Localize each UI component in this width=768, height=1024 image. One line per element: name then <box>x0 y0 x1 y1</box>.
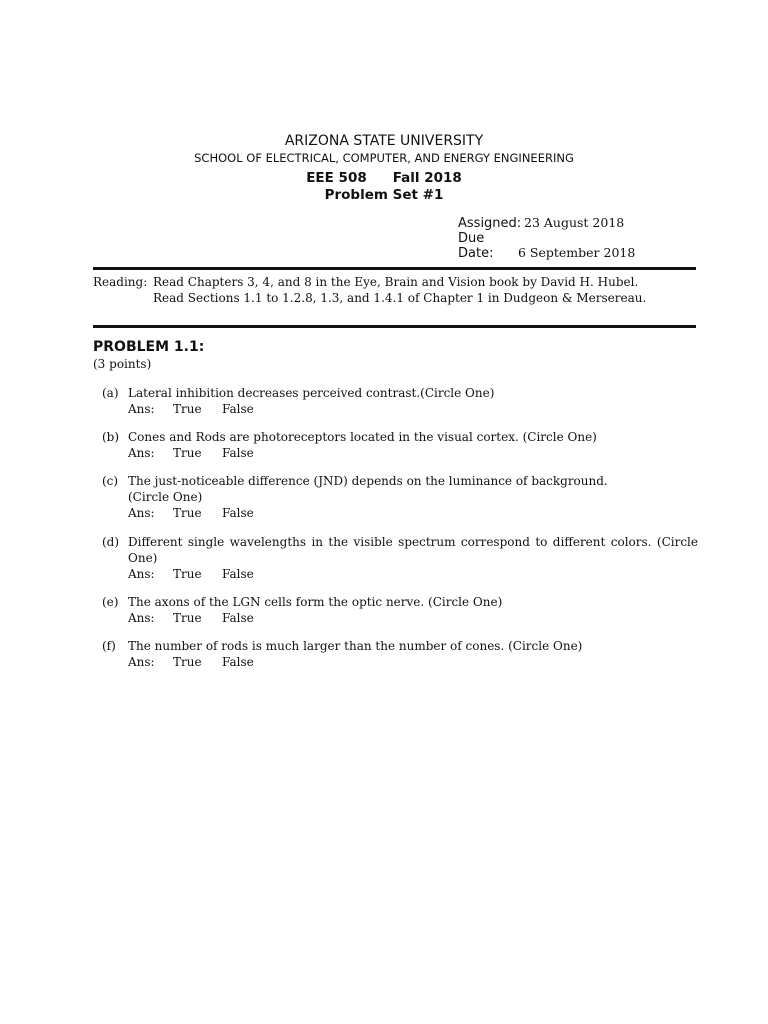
answer-label: Ans: <box>128 567 155 581</box>
assigned-date <box>458 215 624 231</box>
question-text: The number of rods is much larger than the number of cones. (Circle One) <box>128 639 583 653</box>
question-letter: (a) <box>102 386 119 400</box>
answer-false: False <box>222 402 254 416</box>
due-value: 6 September 2018 <box>518 245 636 260</box>
problem-title: PROBLEM 1.1: <box>93 339 205 355</box>
top-divider <box>93 267 696 270</box>
answer-row <box>128 445 698 461</box>
problem-points: (3 points) <box>93 357 152 371</box>
answer-label: Ans: <box>128 655 155 669</box>
answer-true: True <box>173 506 202 520</box>
answer-false: False <box>222 506 254 520</box>
answer-label: Ans: <box>128 611 155 625</box>
reading-label: Reading: <box>93 275 148 289</box>
answer-row <box>128 401 698 417</box>
question-letter: (d) <box>102 535 120 549</box>
due-date <box>458 231 635 261</box>
answer-row <box>128 566 698 582</box>
course-code: EEE 508 <box>306 170 367 186</box>
question-text: The axons of the LGN cells form the optic nerve. (Circle One) <box>128 595 503 609</box>
answer-true: True <box>173 611 202 625</box>
question-letter: (f) <box>102 639 116 653</box>
question-d <box>93 534 698 582</box>
answer-row <box>128 654 698 670</box>
question-letter: (c) <box>102 474 119 488</box>
problem-set-title: Problem Set #1 <box>324 187 444 203</box>
question-e <box>93 594 698 626</box>
assigned-label: Assigned: <box>458 216 522 231</box>
answer-true: True <box>173 567 202 581</box>
assigned-value: 23 August 2018 <box>524 215 625 230</box>
question-c <box>93 473 698 521</box>
question-letter: (b) <box>102 430 120 444</box>
answer-false: False <box>222 567 254 581</box>
university-name: ARIZONA STATE UNIVERSITY <box>284 133 484 149</box>
school-name: SCHOOL OF ELECTRICAL, COMPUTER, AND ENERGY ENGINEERING <box>194 151 574 165</box>
question-text: The just-noticeable difference (JND) depends on the luminance of background. (Circle One) <box>128 474 608 504</box>
answer-true: True <box>173 655 202 669</box>
course-line <box>0 170 768 186</box>
answer-row <box>128 505 698 521</box>
answer-true: True <box>173 402 202 416</box>
reading-text-1: Read Chapters 3, 4, and 8 in the Eye, Brain and Vision book by David H. Hubel. <box>153 275 639 289</box>
question-a <box>93 385 698 417</box>
question-b <box>93 429 698 461</box>
question-text: Different single wavelengths in the visible spectrum correspond to different colors. (Circle One) <box>128 535 698 565</box>
answer-false: False <box>222 655 254 669</box>
due-label: Due Date: <box>458 231 494 261</box>
reading-line-1 <box>93 275 638 289</box>
answer-false: False <box>222 611 254 625</box>
answer-row <box>128 610 698 626</box>
bottom-divider <box>93 325 696 328</box>
answer-label: Ans: <box>128 446 155 460</box>
answer-label: Ans: <box>128 506 155 520</box>
answer-label: Ans: <box>128 402 155 416</box>
question-f <box>93 638 698 670</box>
question-text: Cones and Rods are photoreceptors located in the visual cortex. (Circle One) <box>128 430 597 444</box>
question-letter: (e) <box>102 595 119 609</box>
question-text: Lateral inhibition decreases perceived contrast.(Circle One) <box>128 386 495 400</box>
answer-true: True <box>173 446 202 460</box>
reading-line-2: Read Sections 1.1 to 1.2.8, 1.3, and 1.4.1 of Chapter 1 in Dudgeon & Mersereau. <box>153 291 647 305</box>
course-term: Fall 2018 <box>392 170 462 186</box>
answer-false: False <box>222 446 254 460</box>
